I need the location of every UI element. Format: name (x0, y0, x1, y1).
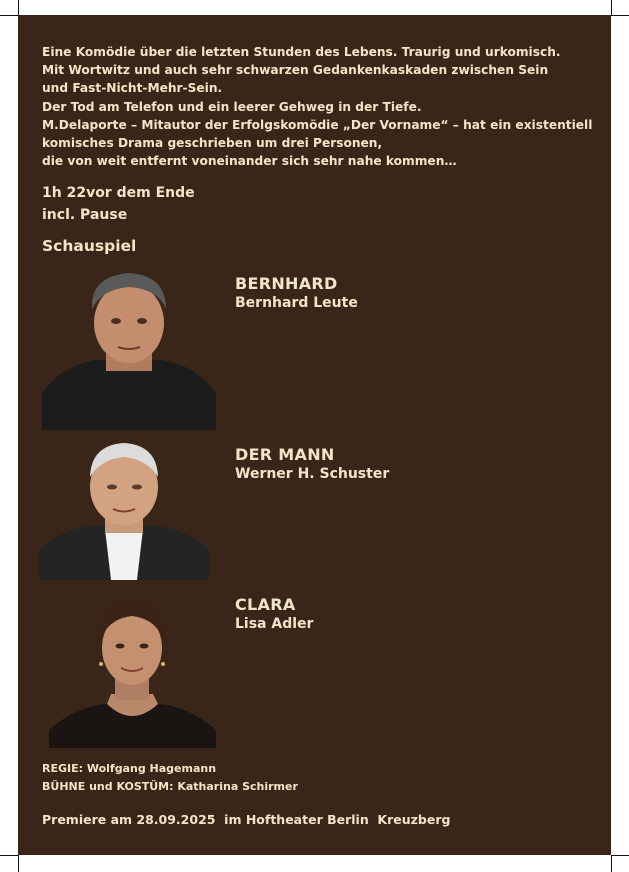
credit-buehne: BÜHNE und KOSTÜM: Katharina Schirmer (42, 780, 298, 793)
credits (42, 760, 298, 796)
cast-role-clara: CLARA (235, 595, 296, 614)
intro-line: M.Delaporte – Mitautor der Erfolgskomödie „Der Vorname“ – hat ein existentiell (42, 117, 593, 132)
intro-line: und Fast-Nicht-Mehr-Sein. (42, 81, 223, 96)
crop-mark (18, 0, 19, 15)
duration-info (42, 182, 195, 226)
cast-role-bernhard: BERNHARD (235, 274, 338, 293)
crop-mark (611, 15, 629, 16)
intro-line: komisches Drama geschrieben um drei Personen, (42, 136, 383, 151)
portrait-der-mann (39, 437, 209, 580)
intro-line: die von weit entfernt voneinander sich sehr nahe kommen… (42, 154, 457, 169)
flyer-panel (18, 15, 611, 855)
premiere-info: Premiere am 28.09.2025 im Hoftheater Berlin Kreuzberg (42, 812, 451, 827)
portrait-clara (49, 590, 216, 748)
duration-time: 1h 22vor dem Ende (42, 185, 195, 201)
intro-line: Der Tod am Telefon und ein leerer Gehweg in der Tiefe. (42, 99, 422, 114)
crop-mark (18, 855, 19, 872)
crop-mark (611, 0, 612, 15)
duration-note: incl. Pause (42, 207, 128, 223)
intro-text (42, 43, 602, 170)
intro-line: Mit Wortwitz und auch sehr schwarzen Gedankenkaskaden zwischen Sein (42, 63, 549, 78)
intro-line: Eine Komödie über die letzten Stunden des Lebens. Traurig und urkomisch. (42, 45, 561, 59)
crop-mark (611, 855, 612, 872)
crop-mark (0, 855, 18, 856)
crop-mark (611, 855, 629, 856)
cast-role-der-mann: DER MANN (235, 445, 335, 464)
cast-actor-bernhard: Bernhard Leute (235, 295, 358, 311)
portrait-bernhard (42, 265, 216, 430)
cast-actor-clara: Lisa Adler (235, 616, 314, 632)
cast-actor-der-mann: Werner H. Schuster (235, 466, 390, 482)
section-title-schauspiel: Schauspiel (42, 237, 137, 255)
crop-mark (0, 15, 18, 16)
credit-regie: REGIE: Wolfgang Hagemann (42, 762, 217, 775)
